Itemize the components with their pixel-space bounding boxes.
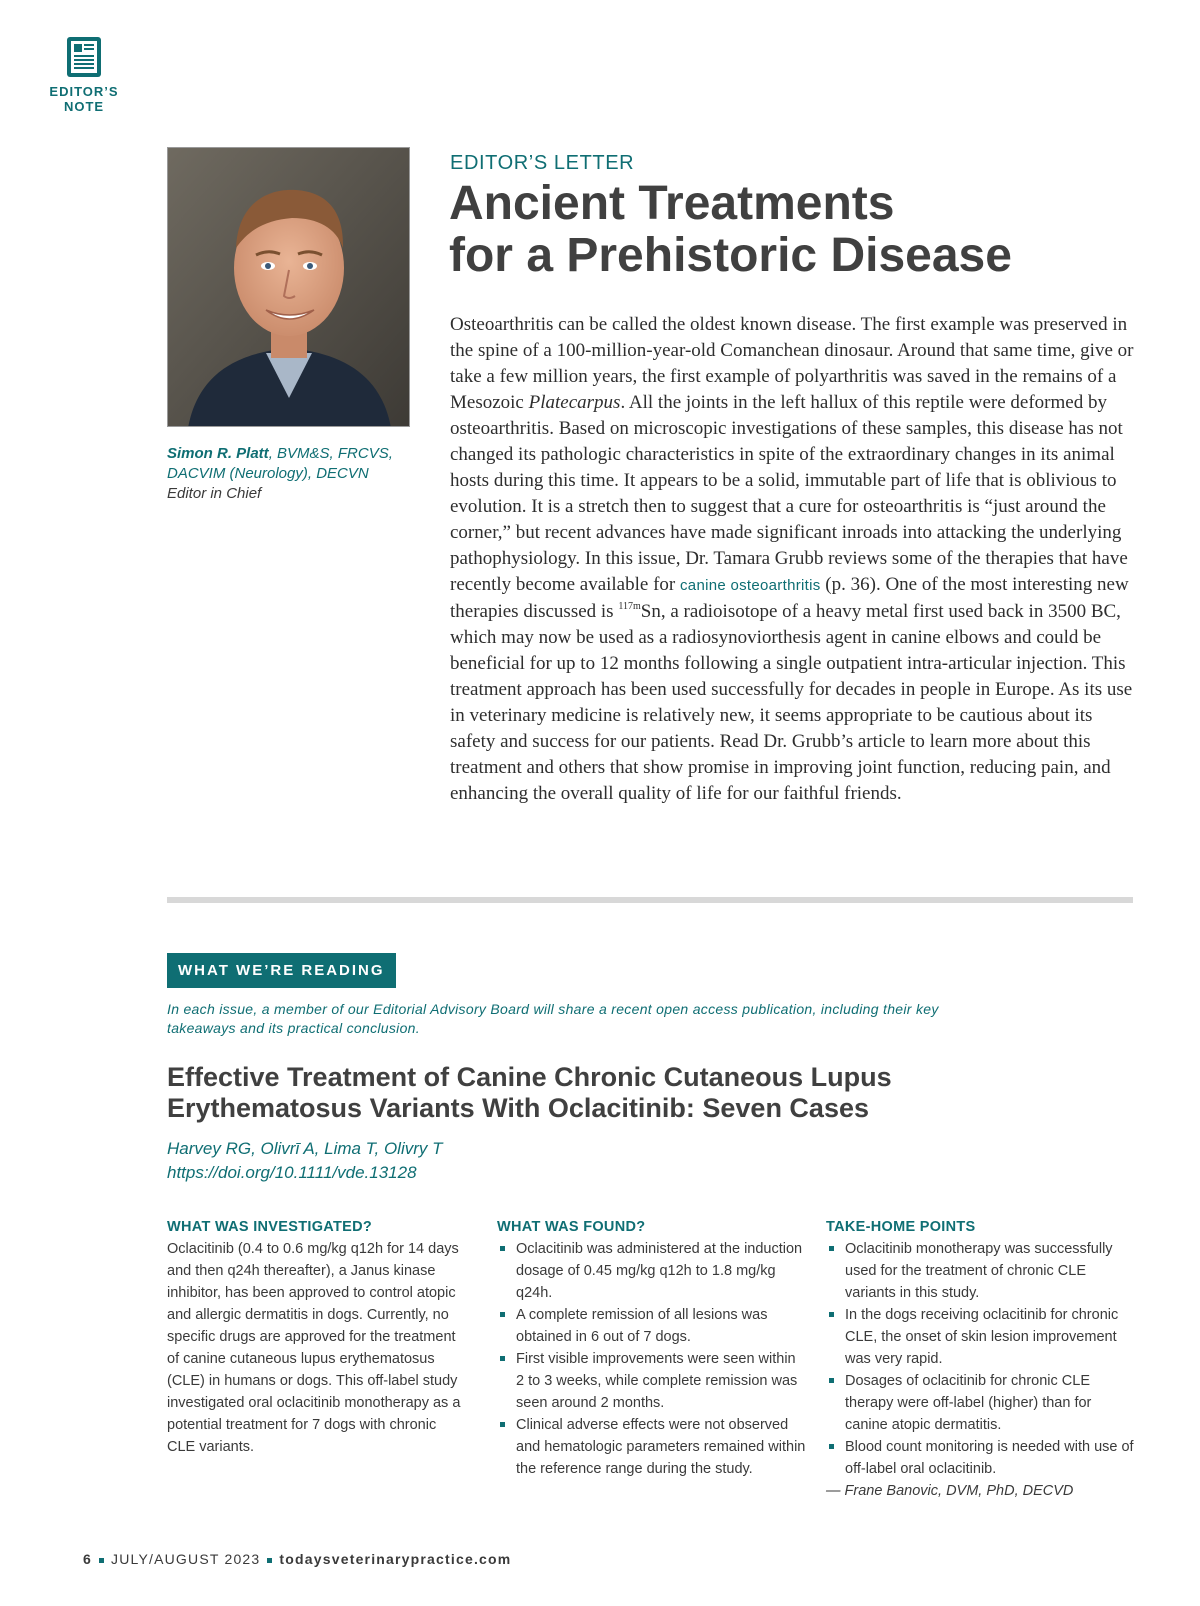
section-label: EDITOR’S NOTE bbox=[49, 84, 119, 114]
article-doi-link[interactable]: https://doi.org/10.1111/vde.13128 bbox=[167, 1163, 417, 1182]
list-item: Oclacitinib was administered at the induction dosage of 0.45 mg/kg q12h to 1.8 mg/kg q24h. bbox=[497, 1238, 807, 1304]
newspaper-icon bbox=[66, 36, 102, 78]
section-marker bbox=[40, 36, 128, 114]
editor-name: Simon R. Platt bbox=[167, 445, 269, 462]
article-title: Effective Treatment of Canine Chronic Cutaneous Lupus Erythematosus Variants With Oclacitinib: Seven Cases bbox=[167, 1062, 892, 1123]
editor-credentials: , BVM&S, FRCVS, DACVIM (Neurology), DECVN bbox=[167, 445, 393, 482]
list-item: Dosages of oclacitinib for chronic CLE therapy were off-label (higher) than for canine atopic dermatitis. bbox=[826, 1370, 1136, 1436]
article-meta bbox=[167, 1137, 443, 1185]
article-authors: Harvey RG, Olivrī A, Lima T, Olivry T bbox=[167, 1139, 443, 1158]
investigated-text: Oclacitinib (0.4 to 0.6 mg/kg q12h for 14 days and then q24h thereafter), a Janus kinase inhibitor, has been approved to control atopic and allergic dermatitis in dogs. Currently, no specific drugs are approved for the treatment of canine cutaneous lupus erythematosus (CLE) in humans or dogs. This off-label study investigated oral oclacitinib monotherapy as a potential treatment for 7 dogs with chronic CLE variants. bbox=[167, 1241, 461, 1455]
issue-date: JULY/AUGUST 2023 bbox=[111, 1551, 261, 1567]
bullet-square-icon bbox=[267, 1558, 272, 1563]
investigated-column bbox=[167, 1217, 467, 1458]
list-item: Clinical adverse effects were not observed and hematologic parameters remained within the reference range during the study. bbox=[497, 1414, 807, 1480]
list-item: Blood count monitoring is needed with use of off-label oral oclacitinib. bbox=[826, 1436, 1136, 1480]
takehome-column bbox=[826, 1217, 1136, 1502]
page-number: 6 bbox=[83, 1551, 92, 1567]
found-column bbox=[497, 1217, 807, 1480]
website-link[interactable]: todaysveterinarypractice.com bbox=[279, 1551, 512, 1567]
editor-byline bbox=[167, 444, 417, 504]
editor-role: Editor in Chief bbox=[167, 485, 262, 502]
takehome-list bbox=[826, 1238, 1136, 1480]
canine-osteoarthritis-link[interactable]: canine osteoarthritis bbox=[680, 577, 821, 594]
editor-portrait bbox=[167, 147, 410, 427]
found-list bbox=[497, 1238, 807, 1480]
takehome-heading: TAKE-HOME POINTS bbox=[826, 1219, 976, 1235]
bullet-square-icon bbox=[99, 1558, 104, 1563]
list-item: Oclacitinib monotherapy was successfully used for the treatment of chronic CLE variants in this study. bbox=[826, 1238, 1136, 1304]
letter-body: Osteoarthritis can be called the oldest known disease. The first example was preserved in the spine of a 100-million-year-old Comanchean dinosaur. Around that same time, give or take a few million years, the first example of polyarthritis was saved in the remains of a Mesozoic Platecarpus. All the joints in the left hallux of this reptile were deformed by osteoarthritis. Based on microscopic investigations of these samples, this disease has not changed its pathologic characteristics in spite of the extraordinary changes in its animal hosts during this time. It appears to be a solid, immutable part of life that is oblivious to evolution. It is a stretch then to suggest that a cure for osteoarthritis is “just around the corner,” but recent advances have made significant inroads into attacking the underlying pathophysiology. In this issue, Dr. Tamara Grubb reviews some of the therapies that have recently become available for canine osteoarthritis (p. 36). One of the most interesting new therapies discussed is $^{117m}$Sn, a radioisotope of a heavy metal first used back in 3500 BC, which may now be used as a radiosynoviorthesis agent in canine elbows and could be beneficial for up to 12 months following a single outpatient intra-articular injection. This treatment approach has been used successfully for decades in people in Europe. As its use in veterinary medicine is relatively new, it seems appropriate to be cautious about its safety and success for our patients. Read Dr. Grubb’s article to learn more about this treatment and others that show promise in improving joint function, reducing pain, and enhancing the overall quality of life for our faithful friends. bbox=[450, 314, 1134, 804]
isotope-superscript: 117m bbox=[618, 601, 641, 612]
reading-tag: WHAT WE’RE READING bbox=[167, 953, 396, 988]
page-footer bbox=[83, 1551, 511, 1567]
letter-kicker: EDITOR’S LETTER bbox=[450, 152, 635, 174]
list-item: First visible improvements were seen within 2 to 3 weeks, while complete remission was seen around 2 months. bbox=[497, 1348, 807, 1414]
investigated-heading: WHAT WAS INVESTIGATED? bbox=[167, 1219, 373, 1235]
reading-intro: In each issue, a member of our Editorial Advisory Board will share a recent open access publication, including their key takeaways and its practical conclusion. bbox=[167, 1001, 939, 1036]
list-item: A complete remission of all lesions was obtained in 6 out of 7 dogs. bbox=[497, 1304, 807, 1348]
list-item: In the dogs receiving oclacitinib for chronic CLE, the onset of skin lesion improvement was very rapid. bbox=[826, 1304, 1136, 1370]
letter-title: Ancient Treatments for a Prehistoric Disease bbox=[449, 177, 1012, 282]
section-divider bbox=[167, 897, 1133, 903]
found-heading: WHAT WAS FOUND? bbox=[497, 1219, 646, 1235]
reviewer-signature: — Frane Banovic, DVM, PhD, DECVD bbox=[826, 1483, 1074, 1499]
